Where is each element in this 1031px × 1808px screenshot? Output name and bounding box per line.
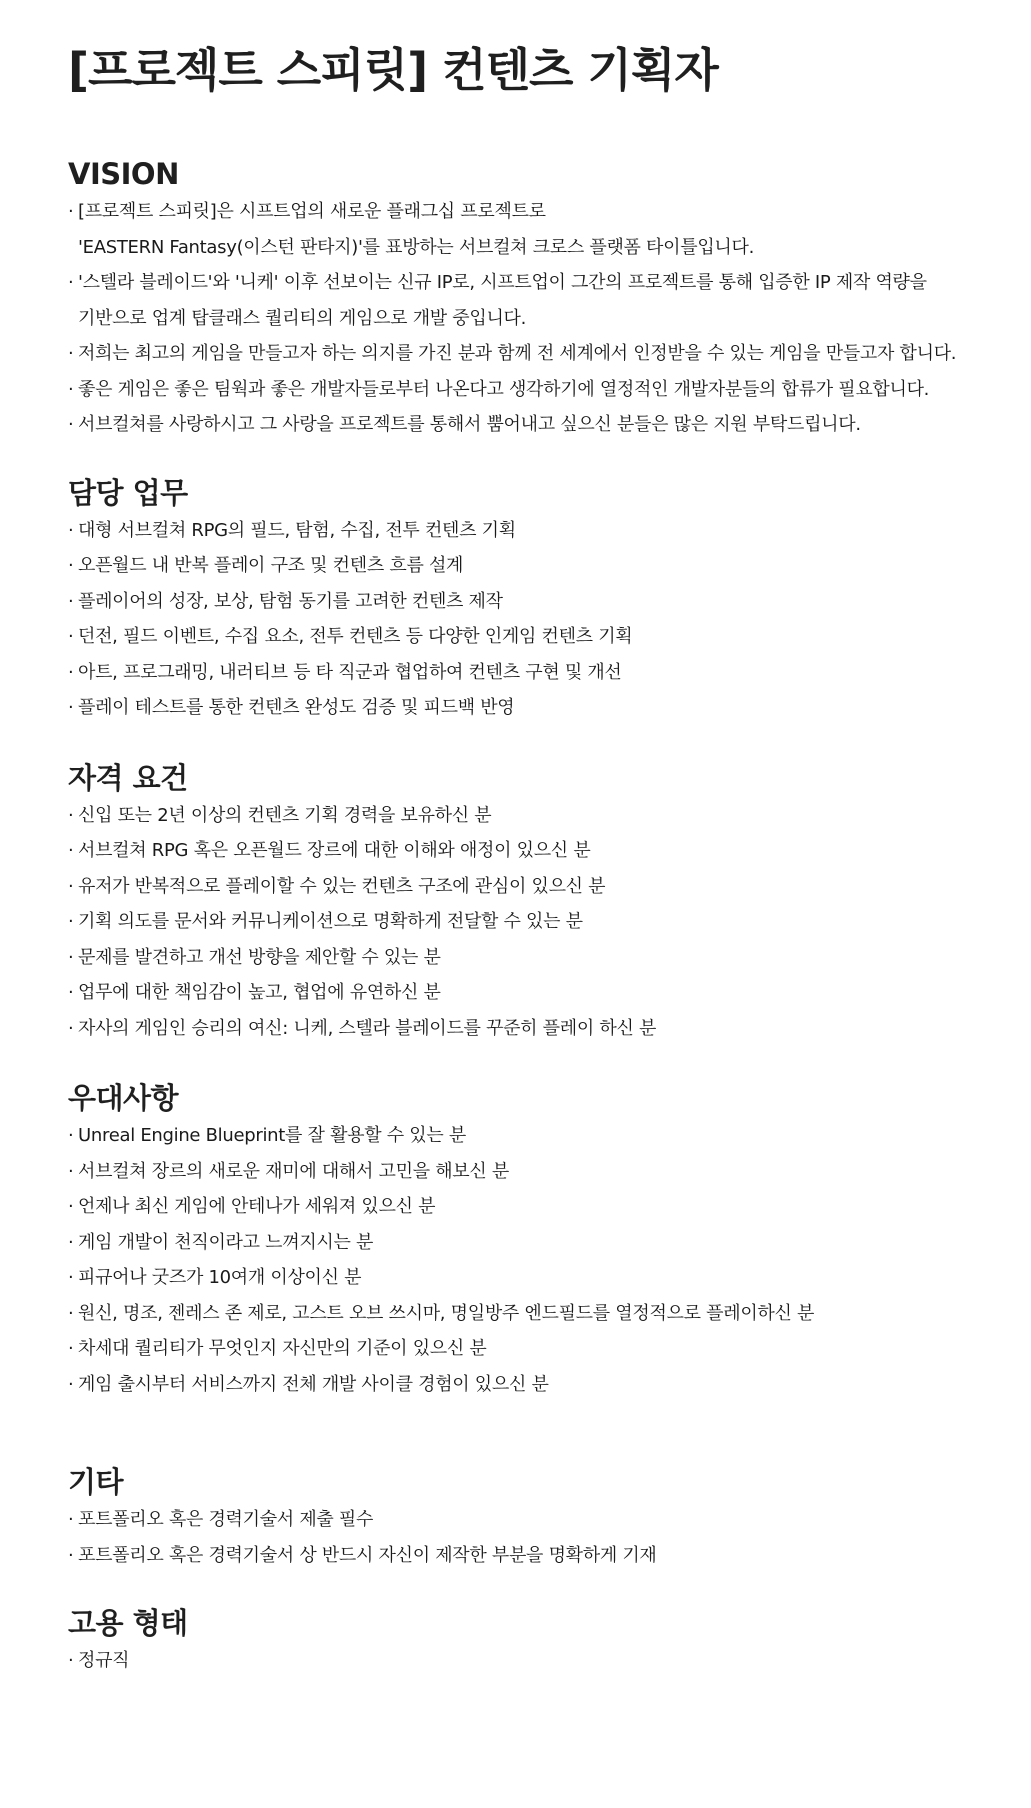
list-item xyxy=(68,265,1031,301)
bullet-glyph: · xyxy=(68,840,74,861)
list-item-text: 아트, 프로그래밍, 내러티브 등 타 직군과 협업하여 컨텐츠 구현 및 개선 xyxy=(78,661,622,683)
list-item xyxy=(68,798,1031,834)
bullet-glyph: · xyxy=(68,1650,74,1671)
bullet-glyph: · xyxy=(68,982,74,1003)
list-item xyxy=(68,513,1031,549)
bullet-glyph: · xyxy=(68,1509,74,1530)
list-item-text: 플레이어의 성장, 보상, 탐험 동기를 고려한 컨텐츠 제작 xyxy=(78,590,503,612)
list-item xyxy=(68,548,1031,584)
list-item-text: 유저가 반복적으로 플레이할 수 있는 컨텐츠 구조에 관심이 있으신 분 xyxy=(78,875,606,897)
list-item-text: 기획 의도를 문서와 커뮤니케이션으로 명확하게 전달할 수 있는 분 xyxy=(78,911,583,932)
bullet-glyph: · xyxy=(68,626,74,647)
list-item-text: 신입 또는 2년 이상의 컨텐츠 기획 경력을 보유하신 분 xyxy=(78,804,492,826)
list-item-text: 게임 개발이 천직이라고 느껴지시는 분 xyxy=(78,1231,374,1253)
bullet-glyph: · xyxy=(68,1017,74,1039)
list-item-text: [프로젝트 스피릿]은 시프트업의 새로운 플래그십 프로젝트로 xyxy=(78,201,546,222)
bullet-glyph: · xyxy=(68,519,74,541)
list-item-text: 업무에 대한 책임감이 높고, 협업에 유연하신 분 xyxy=(78,982,441,1003)
bullet-glyph: · xyxy=(68,1160,74,1182)
section-vision xyxy=(68,154,1031,443)
section-heading-qualifications: 자격 요건 xyxy=(68,760,188,795)
list-item-text: 던전, 필드 이벤트, 수집 요소, 전투 컨텐츠 등 다양한 인게임 컨텐츠 기획 xyxy=(78,626,633,647)
list-item-text: 정규직 xyxy=(78,1650,130,1671)
section-duties xyxy=(68,473,1031,726)
list-item xyxy=(68,1502,1031,1538)
bullet-glyph: · xyxy=(68,1302,74,1324)
list-item-text: 원신, 명조, 젠레스 존 제로, 고스트 오브 쓰시마, 명일방주 엔드필드를 열정적으로 플레이하신 분 xyxy=(78,1302,815,1324)
list-item xyxy=(68,1189,1031,1225)
bullet-glyph: · xyxy=(68,414,74,435)
bullet-glyph: · xyxy=(68,343,74,364)
bullet-glyph: · xyxy=(68,201,74,222)
list-item-text: 대형 서브컬쳐 RPG의 필드, 탐험, 수집, 전투 컨텐츠 기획 xyxy=(78,519,516,541)
list-item-text: 포트폴리오 혹은 경력기술서 제출 필수 xyxy=(78,1509,374,1530)
list-item xyxy=(68,1260,1031,1296)
list-item-text: 차세대 퀄리티가 무엇인지 자신만의 기준이 있으신 분 xyxy=(78,1338,487,1359)
section-etc xyxy=(68,1462,1031,1573)
list-item-text: 'EASTERN Fantasy(이스턴 판타지)'를 표방하는 서브컬쳐 크로스 플랫폼 타이틀입니다. xyxy=(78,236,754,258)
bullet-glyph: · xyxy=(68,555,74,576)
section-heading-employment: 고용 형태 xyxy=(68,1606,188,1640)
list-item xyxy=(68,336,1031,372)
duties-list xyxy=(68,513,1031,726)
list-item-text: 서브컬쳐 RPG 혹은 오픈월드 장르에 대한 이해와 애정이 있으신 분 xyxy=(78,840,591,861)
bullet-glyph: · xyxy=(68,875,74,897)
list-item xyxy=(68,940,1031,976)
bullet-glyph: · xyxy=(68,1231,74,1253)
list-item xyxy=(68,230,1031,266)
section-employment xyxy=(68,1603,1031,1679)
etc-list xyxy=(68,1502,1031,1573)
list-item-text: 피규어나 굿즈가 10여개 이상이신 분 xyxy=(78,1267,362,1288)
bullet-glyph: · xyxy=(68,804,74,826)
list-item xyxy=(68,194,1031,230)
list-item-text: 포트폴리오 혹은 경력기술서 상 반드시 자신이 제작한 부분을 명확하게 기재 xyxy=(78,1544,657,1566)
list-item xyxy=(68,1331,1031,1367)
section-heading-vision: VISION xyxy=(68,157,179,191)
bullet-glyph: · xyxy=(68,1196,74,1217)
list-item-text: 서브컬쳐 장르의 새로운 재미에 대해서 고민을 해보신 분 xyxy=(78,1160,509,1182)
bullet-glyph: · xyxy=(68,1267,74,1288)
list-item xyxy=(68,975,1031,1011)
bullet-glyph: · xyxy=(68,378,74,400)
list-item xyxy=(68,584,1031,620)
list-item-text: 자사의 게임인 승리의 여신: 니케, 스텔라 블레이드를 꾸준히 플레이 하신 분 xyxy=(78,1017,657,1039)
page-title: [프로젝트 스피릿] 컨텐츠 기획자 xyxy=(68,43,718,97)
list-item xyxy=(68,1225,1031,1261)
list-item-text: Unreal Engine Blueprint를 잘 활용할 수 있는 분 xyxy=(78,1125,466,1146)
employment-list xyxy=(68,1643,1031,1679)
list-item-text: 좋은 게임은 좋은 팀웍과 좋은 개발자들로부터 나온다고 생각하기에 열정적인 개발자분들의 합류가 필요합니다. xyxy=(78,378,930,400)
list-item xyxy=(68,690,1031,726)
list-item xyxy=(68,1367,1031,1403)
bullet-glyph: · xyxy=(68,590,74,612)
bullet-glyph: · xyxy=(68,1125,74,1146)
list-item-text: 오픈월드 내 반복 플레이 구조 및 컨텐츠 흐름 설계 xyxy=(78,555,464,576)
list-item xyxy=(68,619,1031,655)
list-item-text: 언제나 최신 게임에 안테나가 세워져 있으신 분 xyxy=(78,1196,436,1217)
vision-list xyxy=(68,194,1031,443)
list-item xyxy=(68,1296,1031,1332)
list-item-text: 문제를 발견하고 개선 방향을 제안할 수 있는 분 xyxy=(78,946,441,968)
list-item xyxy=(68,869,1031,905)
list-item-text: 기반으로 업계 탑클래스 퀄리티의 게임으로 개발 중입니다. xyxy=(78,307,527,329)
list-item xyxy=(68,372,1031,408)
section-preferred xyxy=(68,1078,1031,1402)
list-item xyxy=(68,904,1031,940)
bullet-glyph: · xyxy=(68,661,74,683)
list-item-text: 게임 출시부터 서비스까지 전체 개발 사이클 경험이 있으신 분 xyxy=(78,1373,549,1395)
list-item xyxy=(68,1011,1031,1047)
list-item-text: 저희는 최고의 게임을 만들고자 하는 의지를 가진 분과 함께 전 세계에서 인정받을 수 있는 게임을 만들고자 합니다. xyxy=(78,343,957,364)
bullet-glyph: · xyxy=(68,1373,74,1395)
section-heading-preferred: 우대사항 xyxy=(68,1081,179,1115)
bullet-glyph: · xyxy=(68,272,74,293)
section-heading-etc: 기타 xyxy=(68,1465,124,1499)
qualifications-list xyxy=(68,798,1031,1047)
list-item xyxy=(68,1154,1031,1190)
list-item xyxy=(68,1118,1031,1154)
bullet-glyph: · xyxy=(68,697,74,718)
list-item xyxy=(68,407,1031,443)
bullet-glyph: · xyxy=(68,911,74,932)
bullet-glyph: · xyxy=(68,1338,74,1359)
list-item xyxy=(68,655,1031,691)
list-item xyxy=(68,1538,1031,1574)
list-item xyxy=(68,301,1031,337)
preferred-list xyxy=(68,1118,1031,1402)
list-item xyxy=(68,1643,1031,1679)
list-item-text: 서브컬쳐를 사랑하시고 그 사랑을 프로젝트를 통해서 뿜어내고 싶으신 분들은 많은 지원 부탁드립니다. xyxy=(78,414,861,435)
list-item-text: 플레이 테스트를 통한 컨텐츠 완성도 검증 및 피드백 반영 xyxy=(78,697,515,718)
list-item xyxy=(68,833,1031,869)
bullet-glyph: · xyxy=(68,1544,74,1566)
list-item-text: '스텔라 블레이드'와 '니케' 이후 선보이는 신규 IP로, 시프트업이 그간의 프로젝트를 통해 입증한 IP 제작 역량을 xyxy=(78,272,927,293)
bullet-glyph: · xyxy=(68,946,74,968)
section-qualifications xyxy=(68,758,1031,1047)
section-heading-duties: 담당 업무 xyxy=(68,475,188,510)
